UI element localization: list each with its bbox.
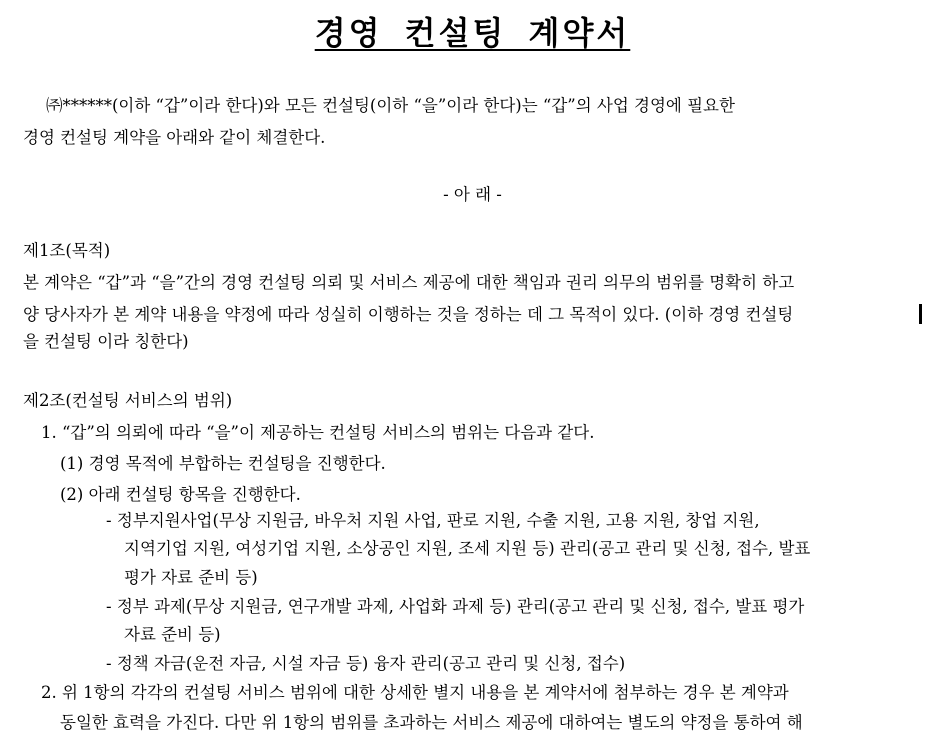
article1-heading: 제1조(목적) <box>23 241 111 260</box>
article1-line-1: 본 계약은 “갑”과 “을”간의 경영 컨설팅 의뢰 및 서비스 제공에 대한 책임과 권리 의무의 범위를 명확히 하고 <box>23 273 795 292</box>
article2-line-7: - 정부 과제(무상 지원금, 연구개발 과제, 사업화 과제 등) 관리(공고 관리 및 신청, 접수, 발표 평가 <box>106 597 805 616</box>
article2-line-2: (1) 경영 목적에 부합하는 컨설팅을 진행한다. <box>60 454 386 473</box>
article2-line-8: 자료 준비 등) <box>124 625 221 644</box>
article2-line-5: 지역기업 지원, 여성기업 지원, 소상공인 지원, 조세 지원 등) 관리(공고 관리 및 신청, 접수, 발표 <box>124 539 811 558</box>
article2-line-10: 2. 위 1항의 각각의 컨설팅 서비스 범위에 대한 상세한 별지 내용을 본 계약서에 첨부하는 경우 본 계약과 <box>41 683 789 702</box>
article2-heading: 제2조(컨설팅 서비스의 범위) <box>23 391 233 410</box>
below-heading: - 아 래 - <box>443 185 502 204</box>
article2-line-3: (2) 아래 컨설팅 항목을 진행한다. <box>60 485 301 504</box>
article2-line-1: 1. “갑”의 의뢰에 따라 “을”이 제공하는 컨설팅 서비스의 범위는 다음과 같다. <box>41 423 595 442</box>
article2-line-4: - 정부지원사업(무상 지원금, 바우처 지원 사업, 판로 지원, 수출 지원, 고용 지원, 창업 지원, <box>106 511 760 530</box>
article2-line-6: 평가 자료 준비 등) <box>124 568 258 587</box>
article2-line-9: - 정책 자금(운전 자금, 시설 자금 등) 융자 관리(공고 관리 및 신청, 접수) <box>106 654 626 673</box>
article2-line-11: 동일한 효력을 가진다. 다만 위 1항의 범위를 초과하는 서비스 제공에 대하여는 별도의 약정을 통하여 해 <box>60 713 803 732</box>
text-cursor <box>919 304 922 324</box>
document-title: 경영 컨설팅 계약서 <box>314 14 631 52</box>
intro-line-2: 경영 컨설팅 계약을 아래와 같이 체결한다. <box>23 128 326 147</box>
article1-line-3: 을 컨설팅 이라 칭한다) <box>23 332 189 351</box>
intro-line-1: ㈜******(이하 “갑”이라 한다)와 모든 컨설팅(이하 “을”이라 한다)는 “갑”의 사업 경영에 필요한 <box>46 96 735 115</box>
article1-line-2: 양 당사자가 본 계약 내용을 약정에 따라 성실히 이행하는 것을 정하는 데 그 목적이 있다. (이하 경영 컨설팅 <box>23 305 794 324</box>
